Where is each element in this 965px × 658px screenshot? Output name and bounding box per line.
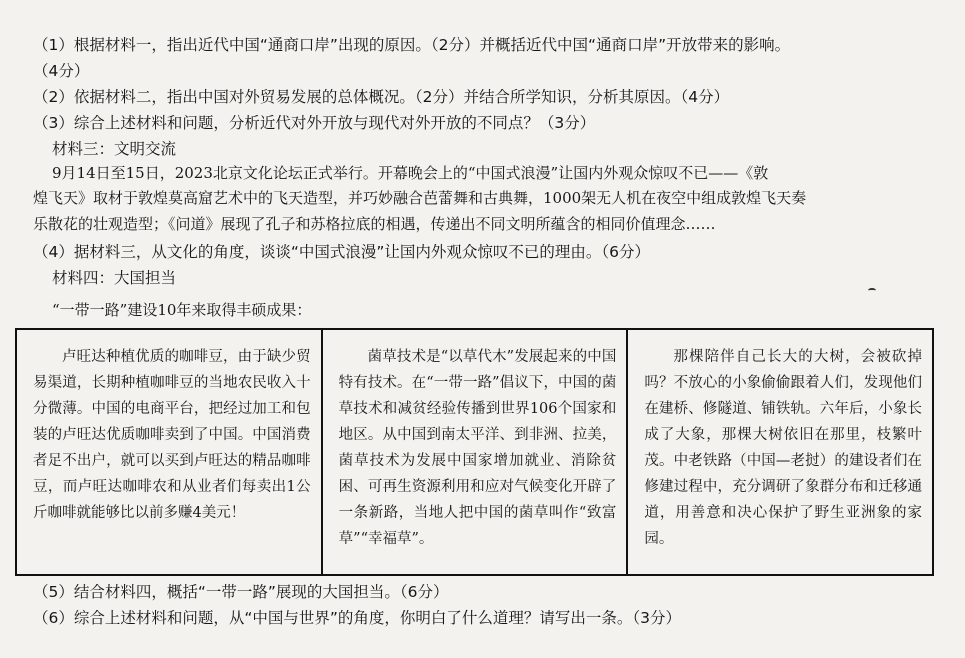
question-6: （6）综合上述材料和问题，从“中国与世界”的角度，你明白了什么道理？请写出一条。（3分） — [33, 609, 682, 627]
table-cell-juncao-technology — [321, 330, 627, 574]
material-3-title: 材料三：文明交流 — [52, 140, 177, 158]
table-cell-china-laos-railway — [626, 330, 932, 574]
question-5: （5）结合材料四，概括“一带一路”展现的大国担当。（6分） — [33, 583, 449, 601]
material-3-line-1: 9月14日至15日，2023北京文化论坛正式举行。开幕晚会上的“中国式浪漫”让国内外观众惊叹不已——《敦 — [52, 164, 769, 182]
question-1: （1）根据材料一，指出近代中国“通商口岸”出现的原因。（2分）并概括近代中国“通商口岸”开放带来的影响。 — [33, 36, 791, 54]
material-4-title: 材料四：大国担当 — [52, 269, 177, 287]
print-speck — [868, 288, 876, 293]
question-2: （2）依据材料二，指出中国对外贸易发展的总体概况。（2分）并结合所学知识，分析其原因。（4分） — [33, 88, 730, 106]
material-4-table — [15, 328, 934, 576]
material-3-line-3: 乐散花的壮观造型；《问道》展现了孔子和苏格拉底的相遇，传递出不同文明所蕴含的相同价值理念…… — [33, 215, 716, 233]
question-4: （4）据材料三，从文化的角度，谈谈“中国式浪漫”让国内外观众惊叹不已的理由。（6分） — [33, 243, 651, 261]
cell-text: 那棵陪伴自己长大的大树，会被砍掉吗？不放心的小象偷偷跟着人们，发现他们在建桥、修隧道、铺铁轨。六年后，小象长成了大象，那棵大树依旧在那里，枝繁叶茂。中老铁路（中国—老挝）的建设者们在修建过程中，充分调研了象群分布和迁移通道，用善意和决心保护了野生亚洲象的家园。 — [644, 349, 923, 547]
cell-text: 菌草技术是“以草代木”发展起来的中国特有技术。在“一带一路”倡议下，中国的菌草技术和减贫经验传播到世界106个国家和地区。从中国到南太平洋、到非洲、拉美，菌草技术为发展中国家增加就业、消除贫困、可再生资源利用和应对气候变化开辟了一条新路，当地人把中国的菌草叫作“致富草”“幸福草”。 — [338, 349, 617, 547]
cell-text: 卢旺达种植优质的咖啡豆，由于缺少贸易渠道，长期种植咖啡豆的当地农民收入十分微薄。中国的电商平台，把经过加工和包装的卢旺达优质咖啡卖到了中国。中国消费者足不出户，就可以买到卢旺达的精品咖啡豆，而卢旺达咖啡农和从业者们每卖出1公斤咖啡就能够比以前多赚4美元！ — [33, 349, 311, 521]
table-cell-rwanda-coffee — [17, 330, 321, 574]
material-3-line-2: 煌飞天》取材于敦煌莫高窟艺术中的飞天造型，并巧妙融合芭蕾舞和古典舞，1000架无人机在夜空中组成敦煌飞天奏 — [33, 189, 807, 207]
question-1-continuation: （4分） — [33, 62, 90, 80]
material-4-intro: “一带一路”建设10年来取得丰硕成果： — [52, 301, 312, 319]
question-3: （3）综合上述材料和问题，分析近代对外开放与现代对外开放的不同点？（3分） — [33, 114, 596, 132]
